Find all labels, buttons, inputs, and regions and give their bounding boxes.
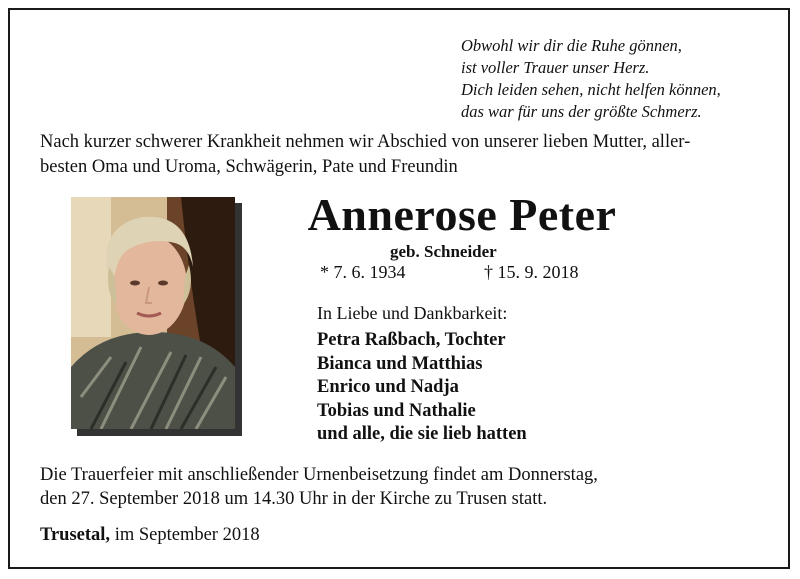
poem-line: Obwohl wir dir die Ruhe gönnen, — [461, 36, 682, 55]
place-date — [40, 525, 260, 546]
intro-line: besten Oma und Uroma, Schwägerin, Pate und Freundin — [40, 157, 458, 177]
family-member: und alle, die sie lieb hatten — [317, 424, 527, 444]
intro-text — [40, 130, 765, 180]
family-member: Petra Raßbach, Tochter — [317, 330, 506, 350]
family-member: Bianca und Matthias — [317, 353, 483, 374]
family-member: Enrico und Nadja — [317, 377, 459, 397]
poem — [461, 35, 721, 123]
place: Trusetal, — [40, 525, 111, 545]
poem-line: das war für uns der größte Schmerz. — [461, 102, 702, 121]
date: im September 2018 — [114, 525, 260, 545]
family-intro: In Liebe und Dankbarkeit: — [317, 303, 508, 323]
death-date: † 15. 9. 2018 — [484, 262, 579, 282]
family-list — [317, 329, 527, 447]
service-line: Die Trauerfeier mit anschließender Urnenbeisetzung findet am Donnerstag, — [40, 465, 598, 485]
family-member: Tobias und Nathalie — [317, 400, 476, 421]
poem-line: ist voller Trauer unser Herz. — [461, 58, 650, 77]
maiden-name: geb. Schneider — [390, 242, 497, 261]
service-line: den 27. September 2018 um 14.30 Uhr in der Kirche zu Trusen statt. — [40, 489, 548, 509]
poem-line: Dich leiden sehen, nicht helfen können, — [461, 80, 721, 99]
deceased-name: Annerose Peter — [307, 189, 617, 240]
birth-date: * 7. 6. 1934 — [320, 262, 406, 282]
service-info — [40, 463, 598, 511]
portrait-photo — [71, 197, 235, 429]
intro-line: Nach kurzer schwerer Krankheit nehmen wir Abschied von unserer lieben Mutter, aller- — [40, 132, 691, 152]
